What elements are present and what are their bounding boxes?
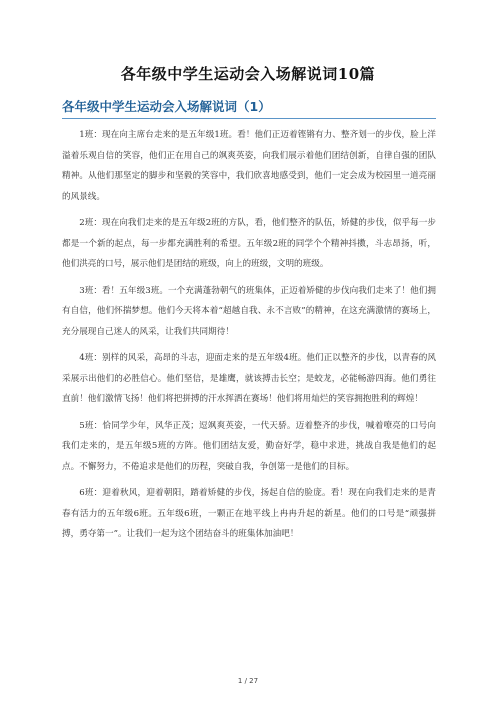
- section-heading: 各年级中学生运动会入场解说词（1）: [62, 97, 436, 119]
- page-indicator: 1 / 27: [237, 677, 259, 685]
- paragraph-class-3: 3班：看！五年级3班。一个充满蓬勃朝气的班集体，正迈着矫健的步伐向我们走来了！他们拥有自信，他们怀揣梦想。他们今天将本着“超越自我、永不言败”的精神，在这充满激情的赛场上，充分展现自己迷人的风采，让我们共同期待！: [62, 285, 436, 337]
- paragraph-class-1: 1班：现在向主席台走来的是五年级1班。看！他们正迈着铿锵有力、整齐划一的步伐，脸上洋溢着乐观自信的笑容，他们正在用自己的飒爽英姿，向我们展示着他们团结创新，自律自强的团队精神。从他们那坚定的脚步和坚毅的笑容中，我们欣喜地感受到，他们一定会成为校园里一道亮丽的风景线。: [62, 130, 436, 202]
- paragraph-class-4: 4班：别样的风采，高昂的斗志，迎面走来的是五年级4班。他们正以整齐的步伐，以青春的风采展示出他们的必胜信心。他们坚信，是雄鹰，就该搏击长空；是蛟龙，必能畅游四海。他们勇往直前！他们激情飞扬！他们将把拼搏的汗水挥洒在赛场！他们将用灿烂的笑容拥抱胜利的辉煌！: [62, 353, 436, 404]
- paragraph-class-6: 6班：迎着秋风，迎着朝阳，踏着矫健的步伐，扬起自信的脸庞。看！现在向我们走来的是青春有活力的五年级6班。五年级6班，一颗正在地平线上冉冉升起的新星。他们的口号是“顽强拼搏，勇夺第一”。让我们一起为这个团结奋斗的班集体加油吧！: [62, 488, 436, 539]
- paragraph-class-2: 2班：现在向我们走来的是五年级2班的方队，看，他们整齐的队伍，矫健的步伐，似乎每一步都是一个新的起点，每一步都充满胜利的希望。五年级2班的同学个个精神抖擞，斗志昂扬，听，他们洪亮的口号，展示他们是团结的班级，向上的班级，文明的班级。: [62, 218, 436, 269]
- paragraph-class-5: 5班：恰同学少年，风华正茂；逗飒爽英姿，一代天骄。迈着整齐的步伐，喊着嘹亮的口号向我们走来的，是五年级5班的方阵。他们团结友爱，勤奋好学，稳中求进，挑战自我是他们的起点。不懈努力，不倦追求是他们的历程，突破自我，争创第一是他们的目标。: [62, 420, 436, 472]
- document-title: 各年级中学生运动会入场解说词10篇: [120, 65, 376, 83]
- document-body: [62, 125, 436, 551]
